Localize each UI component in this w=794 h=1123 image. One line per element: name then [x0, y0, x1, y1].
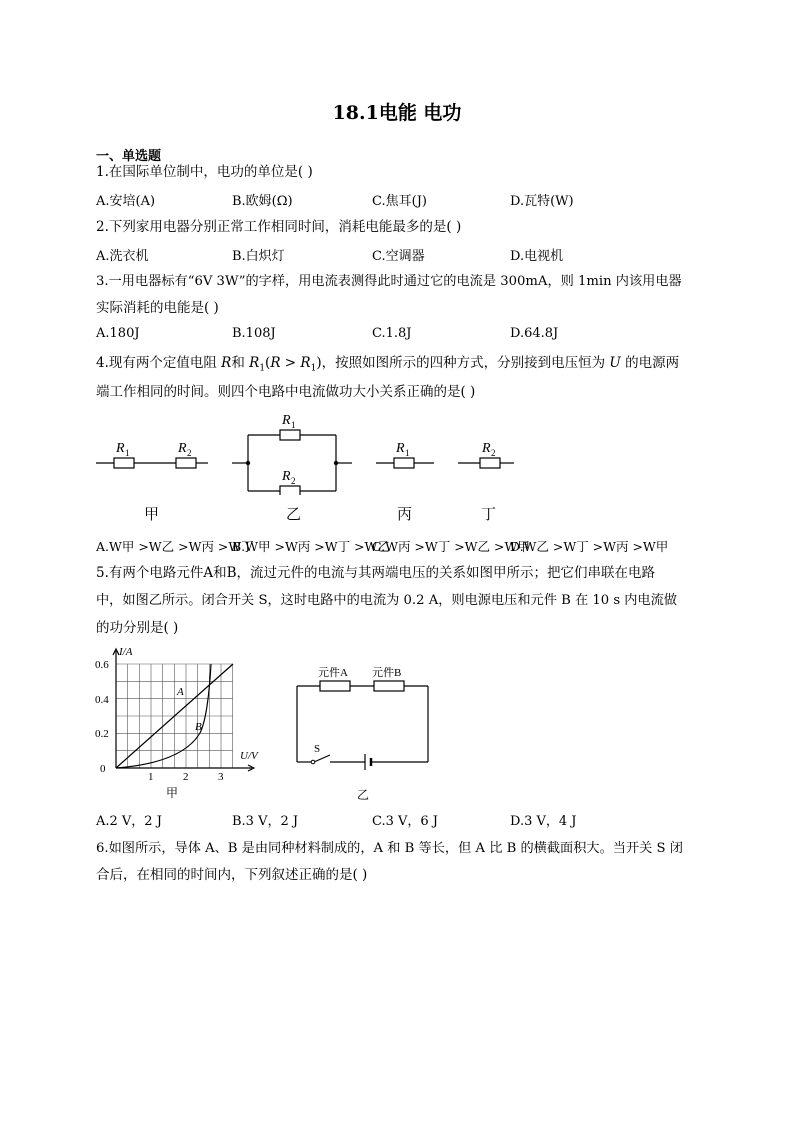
- question-3-option-b: B.108J: [232, 326, 276, 341]
- svg-text:1: 1: [291, 420, 296, 430]
- question-3-option-d: D.64.8J: [510, 326, 559, 341]
- resistor-r1-yi: [280, 430, 300, 440]
- section-heading: 一、单选题: [96, 149, 162, 164]
- circuit-label-bing: 丙: [397, 505, 413, 523]
- curve-b-label: B: [195, 721, 202, 733]
- xtick-2: 2: [183, 771, 189, 783]
- question-4-option-d: D.W乙 >W丁 >W丙 >W甲: [510, 539, 669, 554]
- question-3-stem-line-1: 3.一用电器标有“6V 3W”的字样，用电流表测得此时通过它的电流是 300mA，则 1min 内该用电器: [96, 274, 682, 289]
- resistor-r2-ding: [480, 458, 500, 468]
- question-4-option-c: C.W丙 >W丁 >W乙 >W甲: [372, 539, 530, 554]
- page-title: 18.1电能 电功: [332, 102, 462, 124]
- element-a-label: 元件A: [318, 667, 348, 679]
- question-1-option-d: D.瓦特(W): [510, 194, 574, 209]
- question-3-stem-line-2: 实际消耗的电能是( ): [96, 300, 219, 316]
- question-1-option-c: C.焦耳(J): [372, 194, 427, 209]
- question-4-stem-part-3: 的电源两: [620, 355, 680, 371]
- resistor-r1-jia: [114, 458, 134, 468]
- element-b-box: [374, 681, 404, 691]
- graph-xlabel: U/V: [240, 750, 258, 762]
- element-b-label: 元件B: [372, 667, 402, 679]
- resistor-relation: R和 $R_1(R > R_1)$: [221, 355, 322, 374]
- xtick-3: 3: [218, 771, 224, 783]
- question-4-stem-part-1: 4.现有两个定值电阻: [96, 355, 222, 371]
- circuit-label-yi: 乙: [286, 505, 302, 523]
- question-6-stem-line-1: 6.如图所示，导体 A、B 是由同种材料制成的，A 和 B 等长，但 A 比 B 的横截面积大。当开关 S 闭: [96, 841, 683, 856]
- question-1-option-b: B.欧姆(Ω): [232, 194, 293, 209]
- resistor-r1-bing: [394, 458, 414, 468]
- element-a-box: [320, 681, 350, 691]
- ytick-0: 0: [100, 763, 106, 775]
- svg-text:R: R: [116, 441, 125, 456]
- question-4-option-b: B.W甲 >W丙 >W丁 >W乙: [232, 539, 390, 554]
- svg-text:2: 2: [491, 448, 496, 458]
- question-2-option-c: C.空调器: [372, 249, 425, 264]
- question-2-option-b: B.白炽灯: [232, 249, 285, 264]
- question-5-stem-line-1: 5.有两个电路元件A和B，流过元件的电流与其两端电压的关系如图甲所示；把它们串联在电路: [96, 565, 656, 581]
- svg-text:1: 1: [405, 448, 410, 458]
- graph-caption: 甲: [166, 786, 179, 800]
- question-1-option-a: A.安培(A): [96, 194, 156, 209]
- svg-text:R: R: [178, 441, 187, 456]
- switch-lever: [314, 755, 330, 762]
- svg-text:R: R: [282, 469, 291, 484]
- resistor-r2-yi: [280, 486, 300, 495]
- question-5-stem-line-2: 中，如图乙所示。闭合开关 S，这时电路中的电流为 0.2 A，则电源电压和元件 B 在 10 s 内电流做: [96, 593, 678, 608]
- circuit-label-ding: 丁: [481, 505, 497, 523]
- xtick-1: 1: [148, 771, 154, 783]
- ytick-02: 0.2: [95, 728, 109, 740]
- question-5-stem-line-3: 的功分别是( ): [96, 620, 179, 636]
- question-6-stem-line-2: 合后，在相同的时间内，下列叙述正确的是( ): [96, 867, 368, 883]
- question-4-stem-line-1: [96, 352, 679, 380]
- circuit-label-jia: 甲: [144, 505, 160, 523]
- question-5-option-b: B.3 V，2 J: [232, 814, 299, 829]
- ytick-04: 0.4: [95, 694, 109, 706]
- svg-text:R: R: [482, 441, 491, 456]
- question-5-option-d: D.3 V，4 J: [510, 814, 577, 829]
- circuit-caption: 乙: [357, 788, 370, 802]
- question-5-option-a: A.2 V，2 J: [96, 814, 162, 829]
- question-3-option-a: A.180J: [96, 326, 140, 341]
- svg-text:R: R: [396, 441, 405, 456]
- voltage-symbol: U: [609, 355, 621, 371]
- switch-label: S: [314, 743, 321, 755]
- question-2-stem: 2.下列家用电器分别正常工作相同时间，消耗电能最多的是( ): [96, 219, 462, 235]
- circuit-diagrams-q4: [90, 405, 530, 495]
- graph-ylabel: I/A: [119, 646, 133, 658]
- resistor-r2-jia: [176, 458, 196, 468]
- question-2-option-a: A.洗衣机: [96, 249, 149, 264]
- svg-text:2: 2: [291, 476, 296, 486]
- question-2-option-d: D.电视机: [510, 249, 564, 264]
- svg-text:1: 1: [125, 448, 130, 458]
- curve-a-label: A: [177, 686, 184, 698]
- question-4-option-a: A.W甲 >W乙 >W丙 >W丁: [96, 539, 254, 554]
- svg-text:R: R: [282, 413, 291, 428]
- question-3-option-c: C.1.8J: [372, 326, 412, 341]
- question-4-stem-line-2: 端工作相同的时间。则四个电路中电流做功大小关系正确的是( ): [96, 384, 476, 400]
- ytick-06: 0.6: [95, 659, 109, 671]
- question-5-option-c: C.3 V，6 J: [372, 814, 439, 829]
- series-circuit: [290, 658, 440, 773]
- question-1-stem: 1.在国际单位制中，电功的单位是( ): [96, 164, 313, 180]
- svg-text:2: 2: [187, 448, 192, 458]
- question-4-stem-part-2: ，按照如图所示的四种方式，分别接到电压恒为: [321, 355, 610, 371]
- iu-graph: [92, 645, 272, 805]
